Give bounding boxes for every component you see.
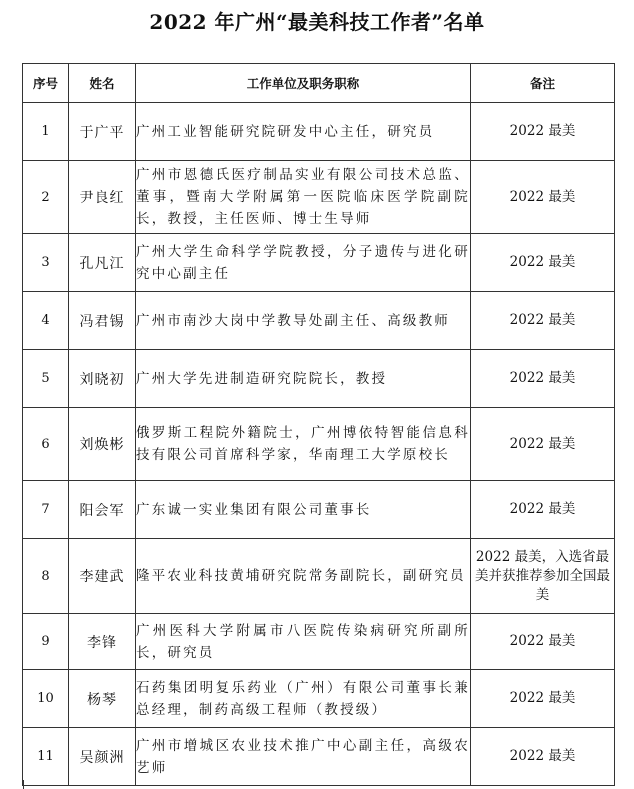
row-note: 2022 最美 bbox=[471, 161, 615, 234]
row-note: 2022 最美 bbox=[471, 670, 615, 728]
row-unit: 石药集团明复乐药业（广州）有限公司董事长兼总经理，制药高级工程师（教授级） bbox=[136, 670, 471, 728]
row-name: 冯君锡 bbox=[69, 292, 136, 350]
row-unit: 俄罗斯工程院外籍院士，广州博依特智能信息科技有限公司首席科学家，华南理工大学原校长 bbox=[136, 408, 471, 481]
row-index: 4 bbox=[23, 292, 69, 350]
page-edge-line bbox=[23, 780, 24, 789]
row-index: 3 bbox=[23, 234, 69, 292]
row-unit: 广州医科大学附属市八医院传染病研究所副所长，研究员 bbox=[136, 614, 471, 670]
table-row bbox=[23, 292, 615, 350]
row-note: 2022 最美 bbox=[471, 614, 615, 670]
row-note: 2022 最美 bbox=[471, 350, 615, 408]
row-name: 杨琴 bbox=[69, 670, 136, 728]
row-unit: 广州大学先进制造研究院院长，教授 bbox=[136, 350, 471, 408]
row-name: 吴颜洲 bbox=[69, 728, 136, 786]
row-unit: 广州市增城区农业技术推广中心副主任，高级农艺师 bbox=[136, 728, 471, 786]
row-note: 2022 最美 bbox=[471, 728, 615, 786]
row-index: 10 bbox=[23, 670, 69, 728]
row-unit: 广东诚一实业集团有限公司董事长 bbox=[136, 481, 471, 539]
header-index: 序号 bbox=[23, 64, 69, 103]
table-row bbox=[23, 350, 615, 408]
row-index: 5 bbox=[23, 350, 69, 408]
header-name: 姓名 bbox=[69, 64, 136, 103]
row-index: 2 bbox=[23, 161, 69, 234]
row-name: 于广平 bbox=[69, 103, 136, 161]
row-index: 6 bbox=[23, 408, 69, 481]
row-unit: 隆平农业科技黄埔研究院常务副院长，副研究员 bbox=[136, 539, 471, 614]
row-note: 2022 最美 bbox=[471, 292, 615, 350]
row-name: 刘焕彬 bbox=[69, 408, 136, 481]
row-note: 2022 最美 bbox=[471, 408, 615, 481]
row-note: 2022 最美 bbox=[471, 481, 615, 539]
table-row bbox=[23, 539, 615, 614]
row-unit: 广州工业智能研究院研发中心主任，研究员 bbox=[136, 103, 471, 161]
table-row bbox=[23, 728, 615, 786]
row-name: 李锋 bbox=[69, 614, 136, 670]
page-title: 2022 年广州“最美科技工作者”名单 bbox=[149, 10, 485, 34]
row-index: 1 bbox=[23, 103, 69, 161]
table-row bbox=[23, 670, 615, 728]
row-note: 2022 最美 bbox=[471, 103, 615, 161]
row-note: 2022 最美 bbox=[471, 234, 615, 292]
row-unit: 广州大学生命科学学院教授，分子遗传与进化研究中心副主任 bbox=[136, 234, 471, 292]
table-row bbox=[23, 481, 615, 539]
row-name: 阳会军 bbox=[69, 481, 136, 539]
table-row bbox=[23, 161, 615, 234]
header-unit: 工作单位及职务职称 bbox=[136, 64, 471, 103]
header-note: 备注 bbox=[471, 64, 615, 103]
row-name: 孔凡江 bbox=[69, 234, 136, 292]
row-name: 李建武 bbox=[69, 539, 136, 614]
row-index: 7 bbox=[23, 481, 69, 539]
row-note: 2022 最美，入选省最美并获推荐参加全国最美 bbox=[471, 539, 615, 614]
table-row bbox=[23, 614, 615, 670]
table-row bbox=[23, 234, 615, 292]
row-name: 刘晓初 bbox=[69, 350, 136, 408]
row-name: 尹良红 bbox=[69, 161, 136, 234]
table-row bbox=[23, 408, 615, 481]
row-index: 11 bbox=[23, 728, 69, 786]
table-row bbox=[23, 103, 615, 161]
row-unit: 广州市南沙大岗中学教导处副主任、高级教师 bbox=[136, 292, 471, 350]
roster-table bbox=[22, 63, 615, 786]
row-index: 9 bbox=[23, 614, 69, 670]
row-index: 8 bbox=[23, 539, 69, 614]
table-header-row bbox=[23, 64, 615, 103]
row-unit: 广州市恩德氏医疗制品实业有限公司技术总监、董事，暨南大学附属第一医院临床医学院副院长，教授，主任医师、博士生导师 bbox=[136, 161, 471, 234]
